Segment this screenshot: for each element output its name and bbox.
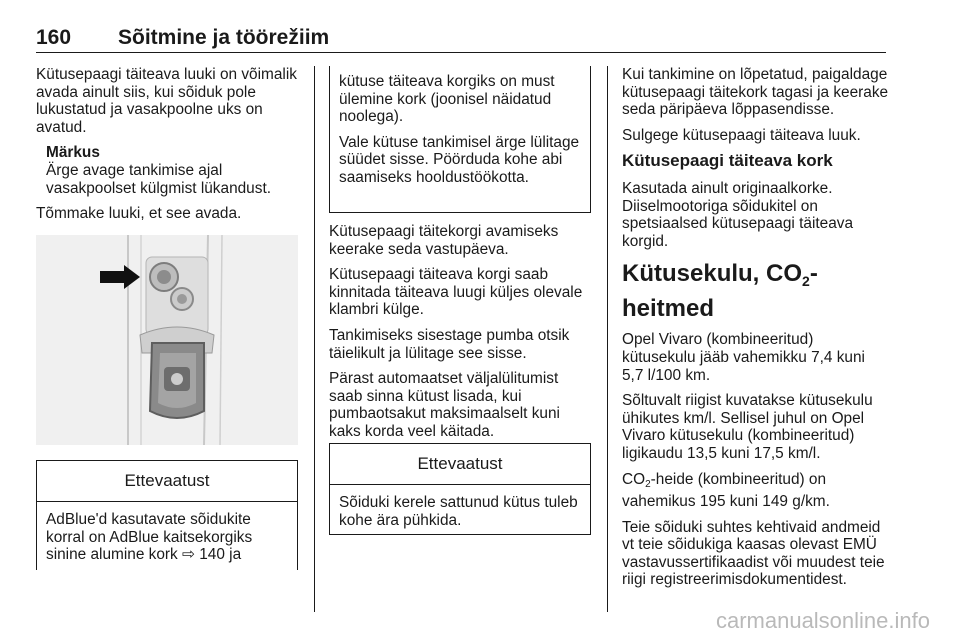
fuel-filler-illustration (36, 235, 298, 445)
paragraph: Teie sõiduki suhtes kehtivaid andmeid vt teie sõidukiga kaasas olevast EMÜ vastavussertifikaadist või muudest teie riigi registreerimisdokumentidest. (622, 518, 885, 589)
paragraph: Tõmmake luuki, et see avada. (36, 205, 242, 223)
warning-text: 140 ja (194, 546, 242, 564)
page-header (36, 24, 886, 53)
watermark: carmanualsonline.info (715, 608, 930, 633)
page-reference-icon: ⇨ (182, 546, 195, 564)
note-text: Ärge avage tankimise ajal vasakpoolset külgmist lükandust. (46, 161, 271, 197)
paragraph (622, 471, 890, 511)
paragraph: Kütusepaagi täiteava korgi saab kinnitada täiteava luugi küljes olevale klambri külge. (329, 266, 583, 319)
paragraph: Kasutada ainult originaalkorke. Diiselmootoriga sõidukitel on spetsiaalsed kütusepaagi täiteava korgid. (622, 179, 854, 250)
paragraph: Sulgege kütusepaagi täiteava luuk. (622, 126, 861, 144)
warning-text: Sõiduki kerele sattunud kütus tuleb kohe ära pühkida. (339, 494, 578, 529)
paragraph-text: -heide (kombineeritud) on vahemikus 195 kuni 149 g/km. (622, 470, 830, 511)
paragraph-text: CO (622, 470, 646, 488)
note-label: Märkus (46, 144, 100, 162)
warning-text: Vale kütuse tankimisel ärge lülitage süüdet sisse. Pöörduda kohe abi saamiseks hooldustöökotta. (339, 133, 580, 186)
paragraph: Kui tankimine on lõpetatud, paigaldage kütusepaagi täitekork tagasi ja keerake seda päripäeva lõppasendisse. (622, 66, 889, 119)
chapter-title: Sõitmine ja töörežiim (118, 26, 330, 49)
paragraph: Kütusepaagi täiteava luuki on võimalik avada ainult siis, kui sõiduk pole lukustatud ja vasakpoolne uks on avatud. (36, 66, 297, 136)
heading-subscript: 2 (802, 273, 810, 290)
warning-title: Ettevaatust (330, 444, 590, 485)
paragraph: Sõltuvalt riigist kuvatakse kütusekulu ühikutes km/l. Sellisel juhul on Opel Vivaro kütusekulu (kombineeritud) ligikaudu 13,5 kuni 17,5 km/l. (622, 392, 873, 462)
section-heading: Kütusepaagi täiteava kork (622, 151, 833, 171)
note (46, 144, 300, 197)
paragraph: Tankimiseks sisestage pumba otsik täielikult ja lülitage see sisse. (329, 326, 570, 362)
paragraph: Kütusepaagi täitekorgi avamiseks keerake seda vastupäeva. (329, 223, 559, 258)
column-1 (36, 66, 300, 231)
column-divider (607, 66, 608, 612)
heading-text: -heitmed (622, 260, 818, 323)
column-3 (622, 66, 890, 597)
paragraph-subscript: 2 (645, 478, 651, 490)
page-number: 160 (36, 26, 72, 49)
paragraph: Opel Vivaro (kombineeritud) kütusekulu jääb vahemikku 7,4 kuni 5,7 l/100 km. (622, 331, 865, 384)
column-divider (314, 66, 315, 612)
warning-body (37, 502, 297, 564)
warning-box (329, 443, 591, 535)
warning-box-continued (329, 66, 591, 213)
chapter-heading (622, 260, 890, 323)
warning-text: AdBlue'd kasutavate sõidukite korral on AdBlue kaitsekorgiks sinine alumine kork (46, 511, 253, 564)
warning-text: kütuse täiteava korgiks on must ülemine kork (joonisel näidatud noolega). (339, 73, 555, 126)
column-2 (329, 223, 595, 449)
heading-text: Kütusekulu, CO (622, 260, 803, 288)
paragraph: Pärast automaatset väljalülitumist saab sinna kütust lisada, kui pumbaotsakut maksimaalselt kuni kaks korda veel käitada. (329, 370, 560, 440)
warning-title: Ettevaatust (37, 461, 297, 502)
warning-box (36, 460, 298, 570)
fuel-filler-image (36, 235, 298, 445)
